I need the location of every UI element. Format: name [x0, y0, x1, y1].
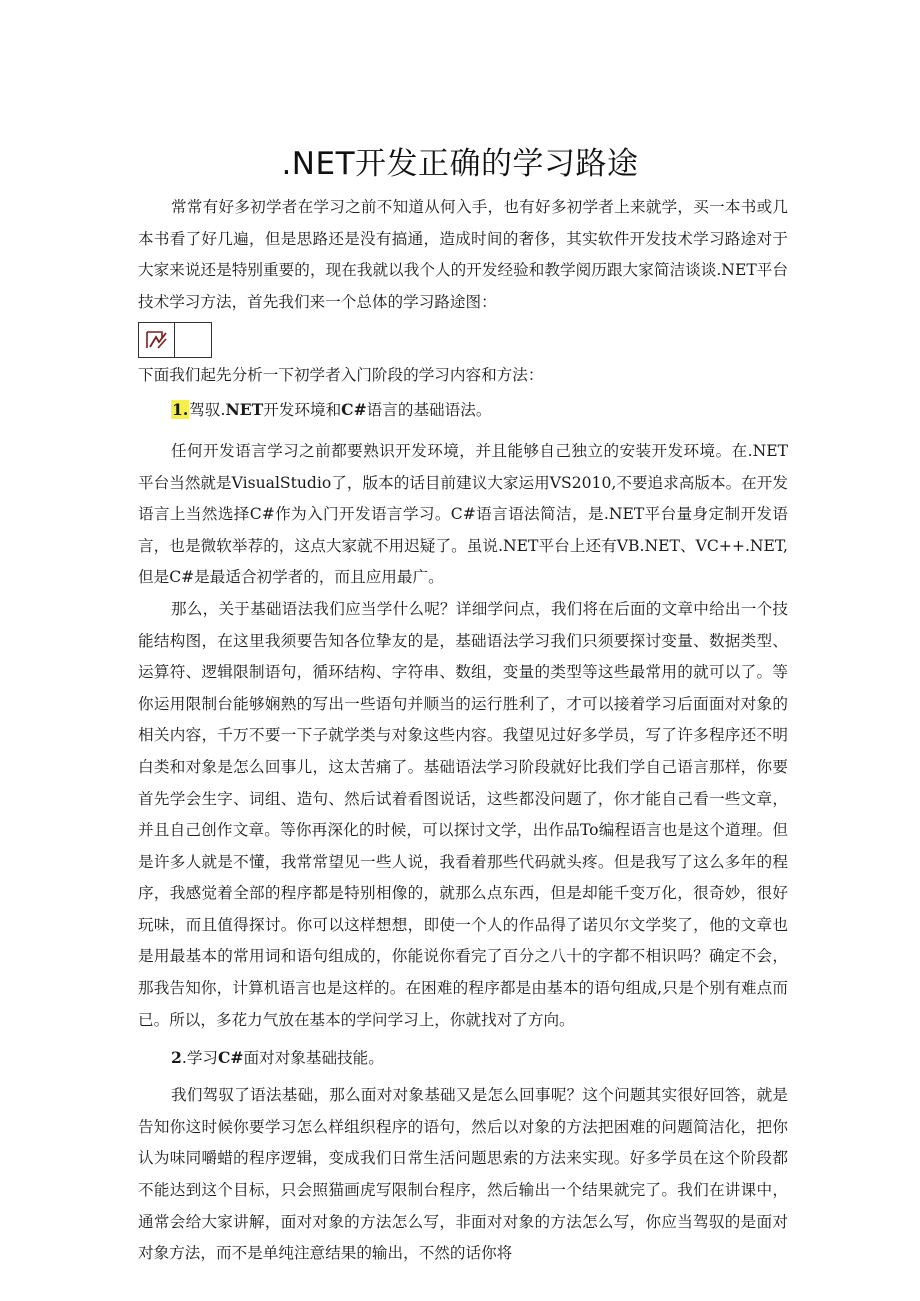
section-heading-1-suffix: 语言的基础语法。 [366, 400, 492, 419]
document-body [138, 192, 788, 1270]
section-heading-2 [138, 1040, 788, 1076]
section-heading-1-net: NET [225, 399, 264, 419]
intro-paragraph: 常常有好多初学者在学习之前不知道从何入手，也有好多初学者上来就学，买一本书或几本书看了好几遍，但是思路还是没有搞通，造成时间的奢侈，其实软件开发技术学习路途对于大家来说还是特别重要的，现在我就以我个人的开发经验和教学阅历跟大家简洁谈谈.NET平台技术学习方法，首先我们来一个总体的学习路途图： [138, 198, 788, 311]
broken-image-placeholder [138, 322, 212, 358]
section1-paragraph: 任何开发语言学习之前都要熟识开发环境，并且能够自己独立的安装开发环境。在.NET平台当然就是VisualStudio了，版本的话目前建议大家运用VS2010,不要追求高版本。在开发语言上当然选择C#作为入门开发语言学习。C#语言语法简洁，是.NET平台量身定制开发语言，也是微软举荐的，这点大家就不用迟疑了。虽说.NET平台上还有VB.NET、VC++.NET,但是C#是最适合初学者的，而且应用最广。 [138, 441, 788, 587]
section-heading-2-suffix: 面对对象基础技能。 [243, 1049, 384, 1068]
section-heading-1 [138, 392, 788, 428]
transition-paragraph: 下面我们起先分析一下初学者入门阶段的学习内容和方法： [138, 366, 544, 385]
section-heading-2-prefix: .学习 [181, 1049, 219, 1068]
page-title: .NET开发正确的学习路途 [281, 146, 639, 182]
section-heading-1-prefix: 驾驭. [189, 400, 226, 419]
broken-image-icon [139, 323, 175, 357]
section-number-1: 1. [172, 399, 189, 419]
section-heading-2-csharp: C# [218, 1048, 244, 1068]
section-heading-1-middle: 开发环境和 [263, 400, 342, 419]
image-empty-cell [175, 323, 211, 357]
section1-paragraph: 那么，关于基础语法我们应当学什么呢？详细学问点，我们将在后面的文章中给出一个技能结构图，在这里我须要告知各位挚友的是，基础语法学习我们只须要探讨变量、数据类型、运算符、逻辑限制语句，循环结构、字符串、数组，变量的类型等这些最常用的就可以了。等你运用限制台能够娴熟的写出一些语句并顺当的运行胜利了，才可以接着学习后面面对对象的相关内容，千万不要一下子就学类与对象这些内容。我望见过好多学员，写了许多程序还不明白类和对象是怎么回事儿，这太苦痛了。基础语法学习阶段就好比我们学自己语言那样，你要首先学会生字、词组、造句、然后试着看图说话，这些都没问题了，你才能自己看一些文章，并且自己创作文章。等你再深化的时候，可以探讨文学，出作品To编程语言也是这个道理。但是许多人就是不懂，我常常望见一些人说，我看着那些代码就头疼。但是我写了这么多年的程序，我感觉着全部的程序都是特别相像的，就那么点东西，但是却能千变万化，很奇妙，很好玩味，而且值得探讨。你可以这样想想，即使一个人的作品得了诺贝尔文学奖了，他的文章也是用最基本的常用词和语句组成的，你能说你看完了百分之八十的字都不相识吗？确定不会，那我告知你，计算机语言也是这样的。在困难的程序都是由基本的语句组成,只是个别有难点而已。所以，多花力气放在基本的学问学习上，你就找对了方向。 [138, 599, 788, 1029]
section-heading-1-csharp: C# [341, 399, 367, 419]
section-number-2: 2 [171, 1048, 182, 1068]
section2-paragraph: 我们驾驭了语法基础，那么面对对象基础又是怎么回事呢？这个问题其实很好回答，就是告知你这时候你要学习怎么样组织程序的语句，然后以对象的方法把困难的问题简洁化，把你认为味同嚼蜡的程序逻辑，变成我们日常生活问题思索的方法来实现。好多学员在这个阶段都不能达到这个目标，只会照猫画虎写限制台程序，然后输出一个结果就完了。我们在讲课中，通常会给大家讲解，面对对象的方法怎么写，非面对对象的方法怎么写，你应当驾驭的是面对对象方法，而不是单纯注意结果的输出，不然的话你将 [138, 1086, 788, 1263]
